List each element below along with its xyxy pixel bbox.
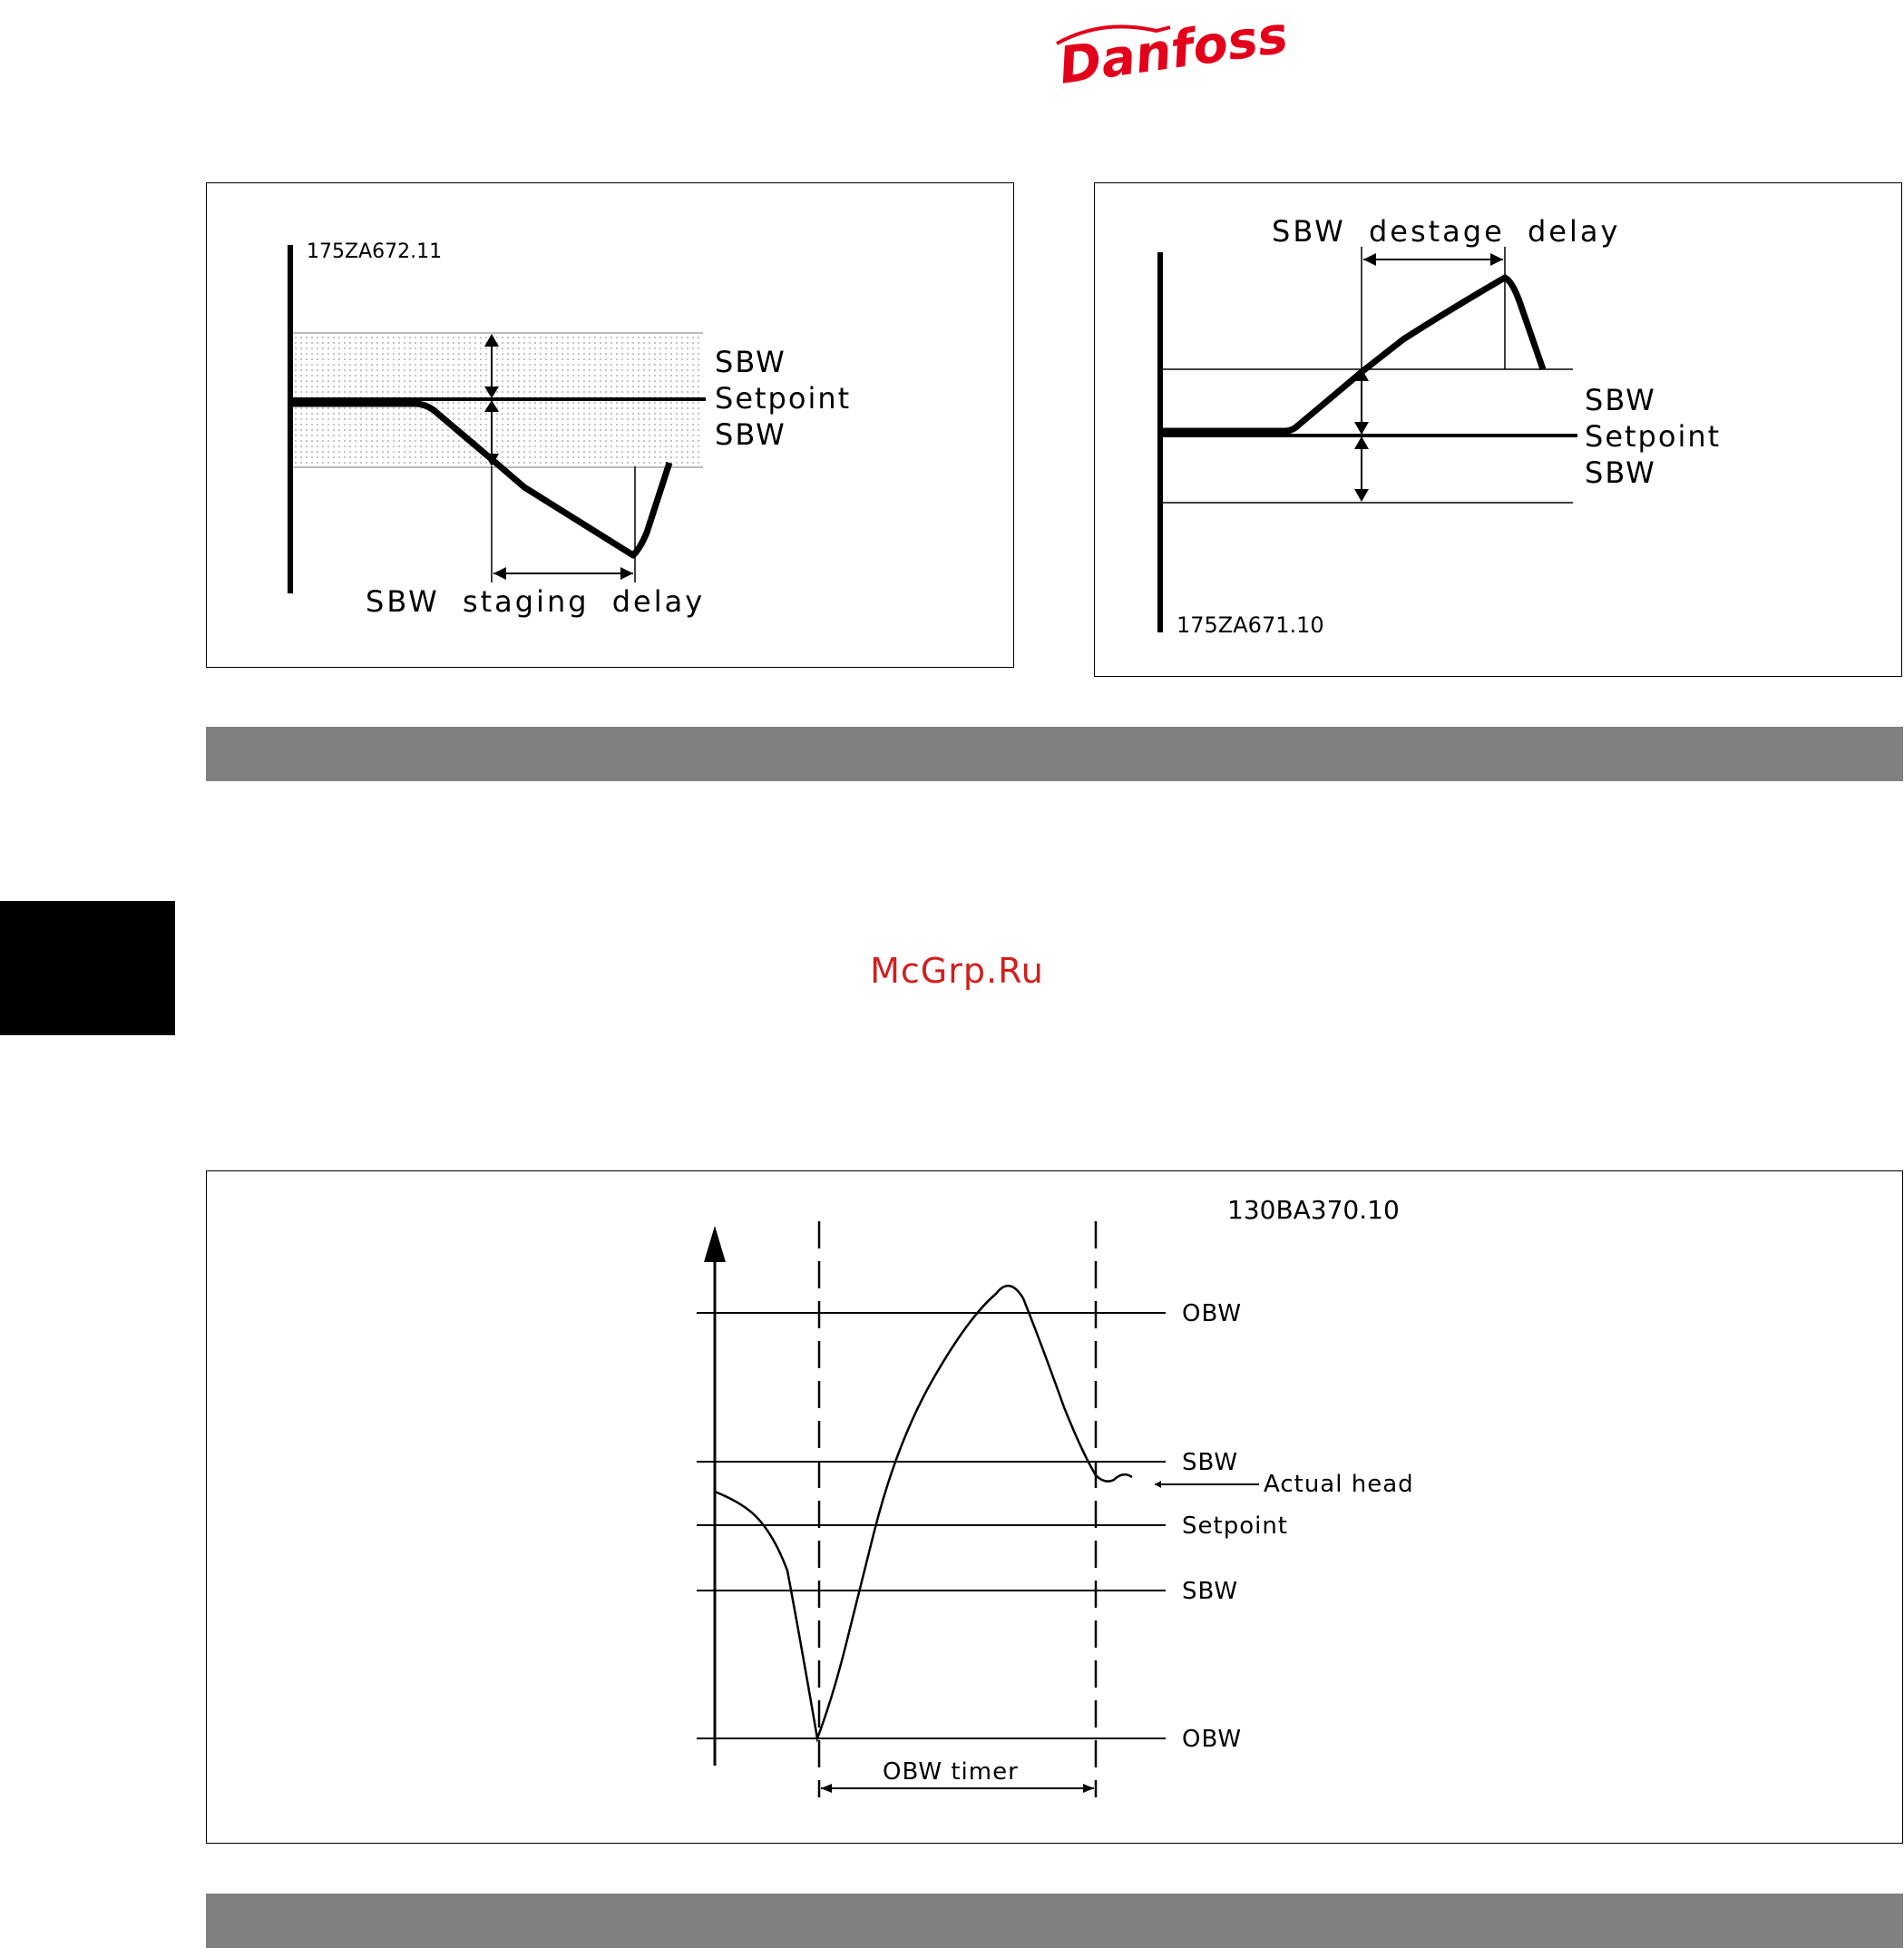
figure-destaging-box xyxy=(1094,182,1902,677)
figure-code: 175ZA671.10 xyxy=(1177,612,1324,638)
pressure-curve xyxy=(1160,278,1543,431)
destaging-diagram xyxy=(1095,183,1903,678)
chapter-side-tab xyxy=(0,901,175,1035)
label-sbw-upper: SBW xyxy=(715,345,786,379)
staging-diagram xyxy=(207,183,1015,669)
label-setpoint: Setpoint xyxy=(715,381,852,416)
label-setpoint: Setpoint xyxy=(1182,1512,1289,1540)
figure-code: 130BA370.10 xyxy=(1227,1195,1400,1225)
timer-arrow-left xyxy=(821,1784,832,1793)
label-sbw-lower: SBW xyxy=(1182,1578,1239,1605)
watermark-text: McGrp.Ru xyxy=(870,951,1044,991)
delay-arrow-left xyxy=(1363,253,1376,266)
delay-arrow-right xyxy=(620,567,633,580)
y-axis-arrow xyxy=(704,1226,726,1262)
arrow-down-bottom xyxy=(1354,489,1369,502)
actual-head-pointer-tip xyxy=(1155,1481,1161,1488)
label-sbw-lower: SBW xyxy=(715,417,786,452)
section-bar-bottom xyxy=(206,1894,1903,1948)
figure-staging-box xyxy=(206,182,1014,668)
delay-arrow-left xyxy=(493,567,506,580)
obw-diagram xyxy=(207,1171,1904,1845)
label-actual-head: Actual head xyxy=(1264,1471,1414,1498)
section-bar-top xyxy=(206,727,1903,781)
label-sbw-upper: SBW xyxy=(1585,383,1656,417)
label-obw-upper: OBW xyxy=(1182,1300,1243,1327)
arrow-down-mid xyxy=(1354,422,1369,435)
figure-code: 175ZA672.11 xyxy=(307,240,443,263)
delay-arrow-right xyxy=(1490,253,1503,266)
arrow-up-mid xyxy=(1354,436,1369,449)
label-obw-lower: OBW xyxy=(1182,1726,1243,1753)
figure-obw-box xyxy=(206,1170,1903,1844)
label-sbw-upper: SBW xyxy=(1182,1449,1239,1476)
label-obw-timer: OBW timer xyxy=(883,1758,1019,1786)
svg-text:Danfoss: Danfoss xyxy=(1055,5,1292,96)
label-setpoint: Setpoint xyxy=(1585,419,1722,454)
label-sbw-lower: SBW xyxy=(1585,455,1656,490)
label-destage-delay: SBW destage delay xyxy=(1272,214,1621,249)
timer-arrow-right xyxy=(1083,1784,1094,1793)
actual-head-curve xyxy=(715,1286,1132,1738)
danfoss-logo xyxy=(1048,0,1292,96)
label-staging-delay: SBW staging delay xyxy=(366,584,706,619)
